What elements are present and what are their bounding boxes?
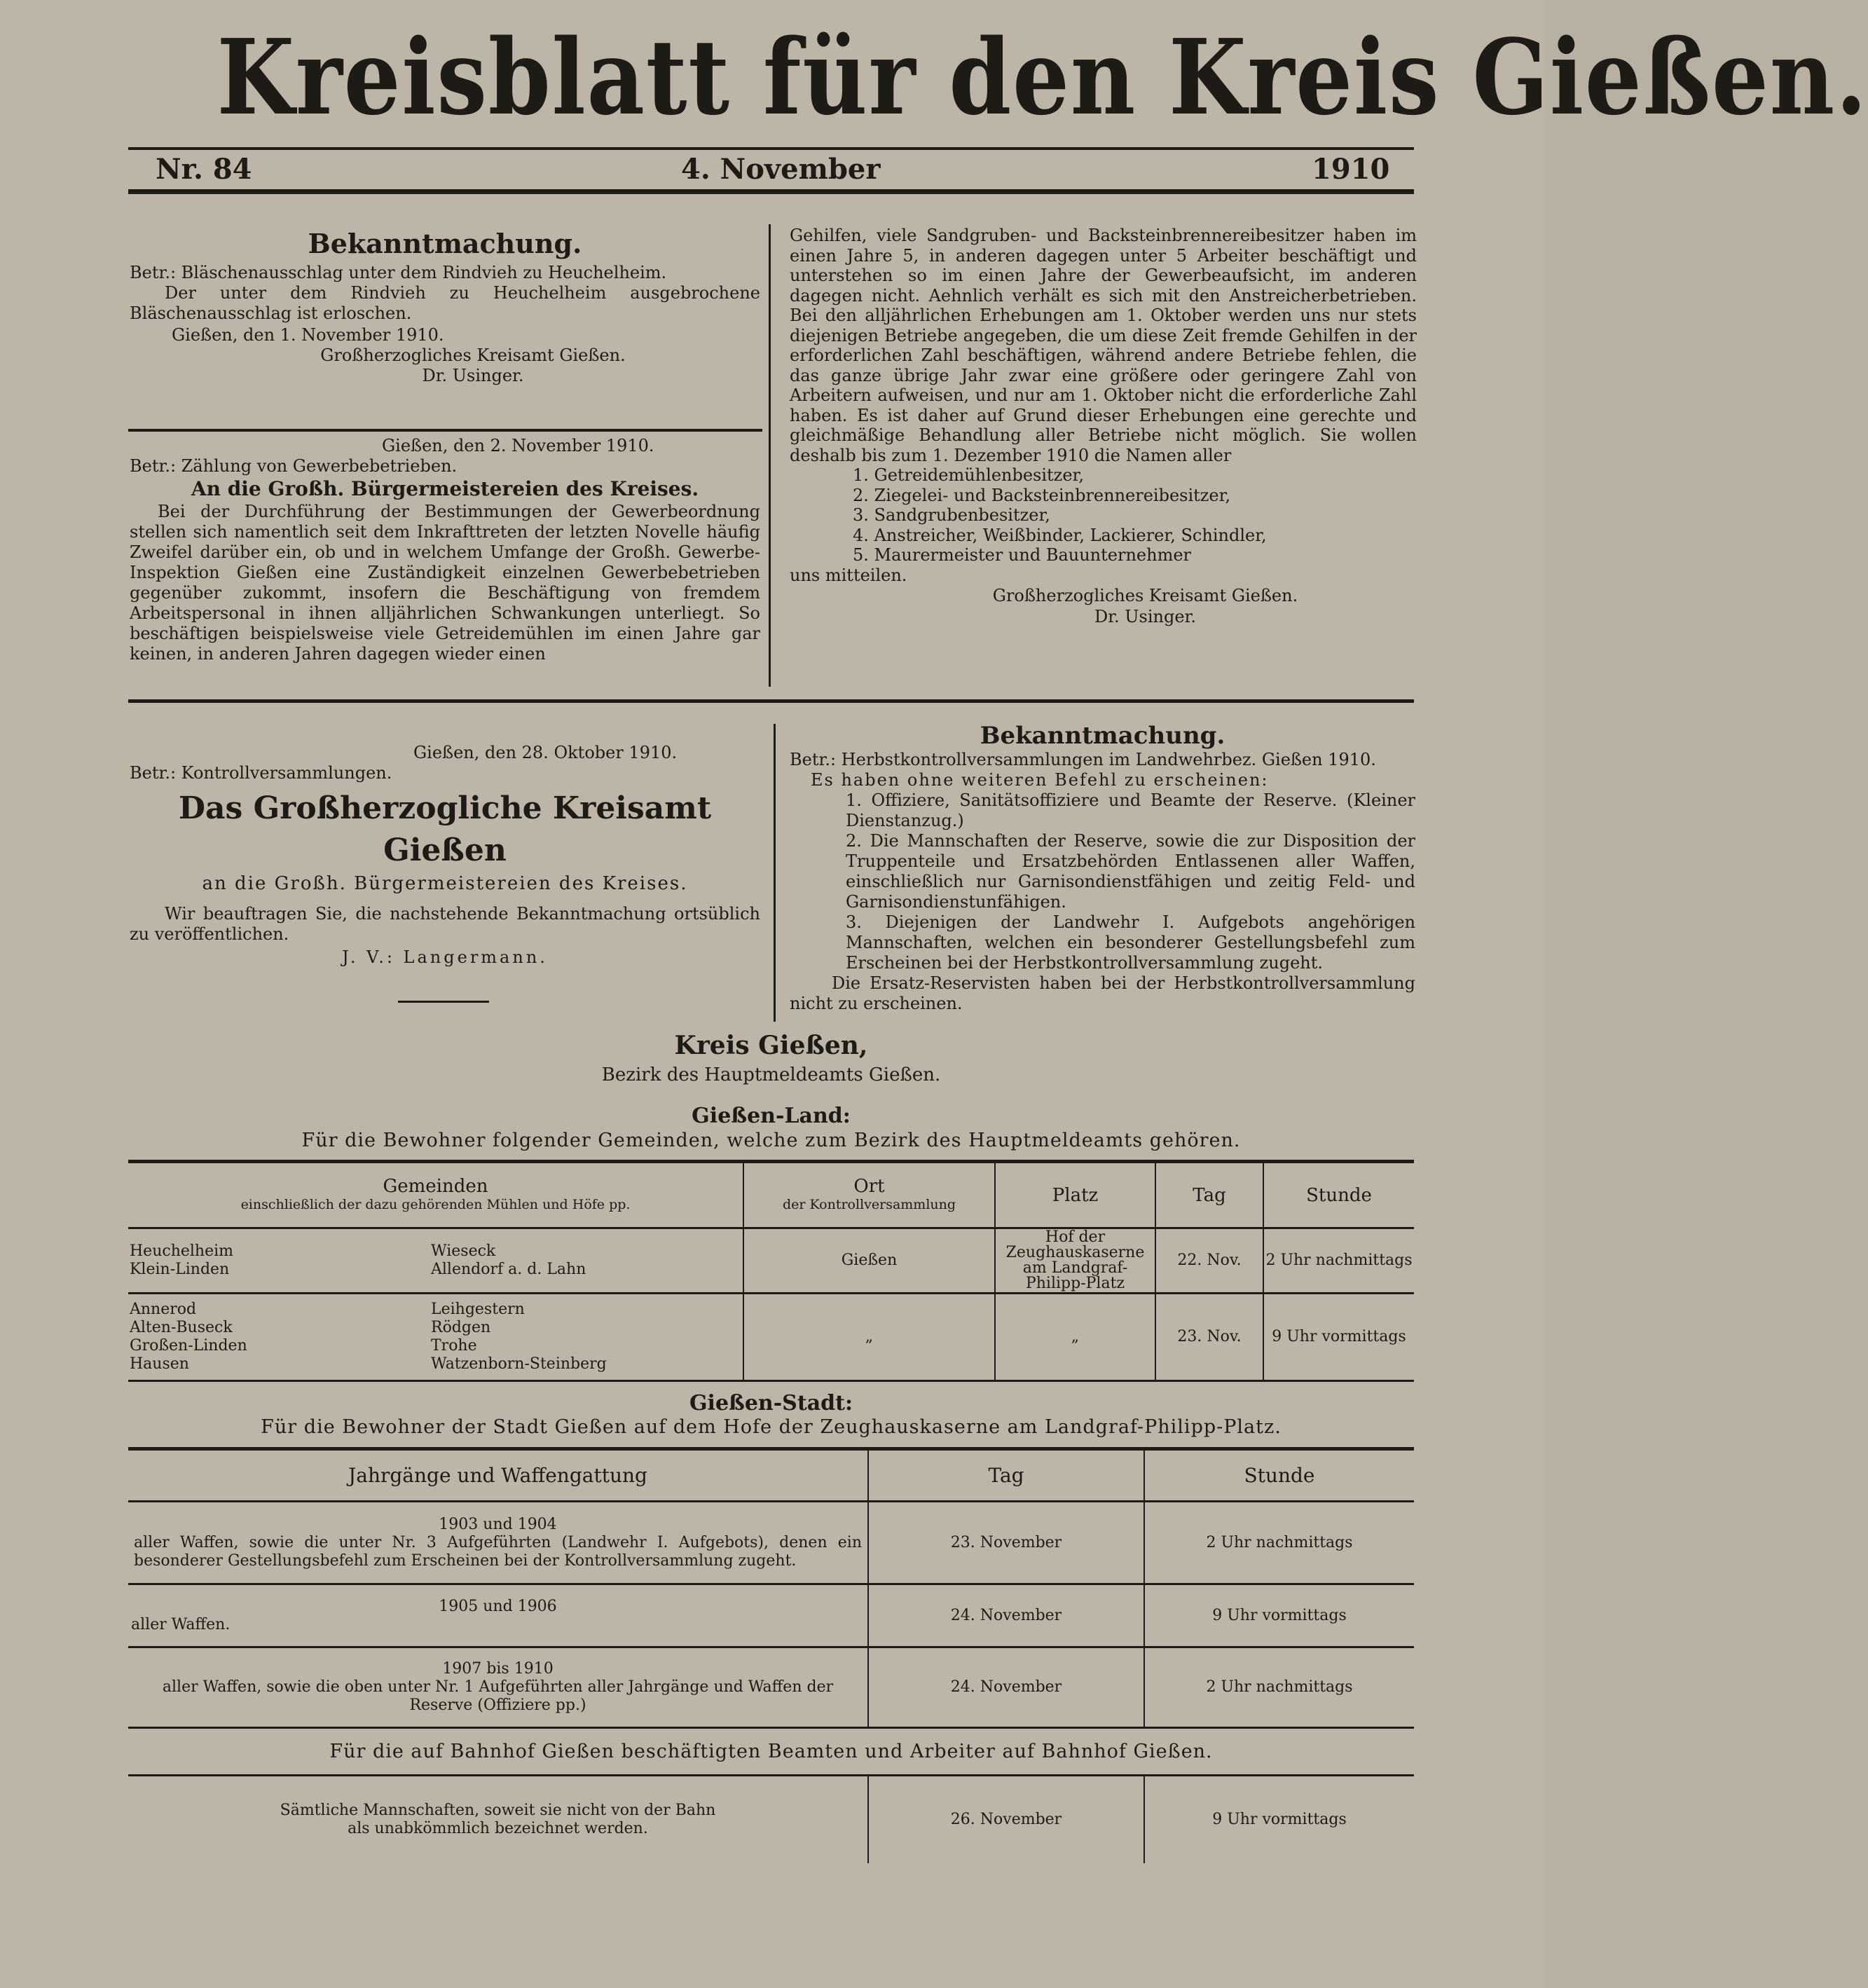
issue-date: 4. November: [681, 153, 881, 186]
cell-platz: „: [995, 1294, 1155, 1381]
land-subtitle: Für die Bewohner folgender Gemeinden, welche zum Bezirk des Hauptmeldeamts gehören.: [301, 1130, 1241, 1151]
notice-betr: Betr.: Zählung von Gewerbebetrieben.: [130, 456, 458, 476]
list-item: 5. Maurermeister und Bauunternehmer: [853, 545, 1192, 565]
cell-ort: „: [743, 1294, 995, 1381]
header-stunde: Stunde: [1144, 1449, 1414, 1502]
notice-intro: Es haben ohne weiteren Befehl zu erscheinen:: [811, 770, 1269, 790]
kreis-title: Kreis Gießen,: [674, 1031, 868, 1060]
notice-body: Wir beauftragen Sie, die nachstehende Bekanntmachung ortsüblich zu veröffentlichen.: [130, 904, 760, 944]
cell-ort: Gießen: [743, 1228, 995, 1294]
list-item: 3. Diejenigen der Landwehr I. Aufgebots angehörigen Mannschaften, welchen ein besonderer Gestellungsbefehl zum Erscheinen bei der Herbstkontrollversammlung zugeht.: [846, 912, 1415, 973]
notice-subheading: an die Großh. Bürgermeistereien des Kreises.: [202, 873, 688, 894]
masthead-title: Kreisblatt für den Kreis Gießen.: [217, 16, 1868, 138]
notice-place-date: Gießen, den 1. November 1910.: [172, 325, 444, 345]
cell-tag: 22. Nov.: [1155, 1228, 1263, 1294]
short-rule: [398, 1001, 489, 1003]
notice-body: Der unter dem Rindvieh zu Heuchelheim ausgebrochene Bläschenausschlag ist erloschen.: [130, 283, 760, 323]
notice-place-date: Gießen, den 28. Oktober 1910.: [413, 743, 678, 762]
table-row: Annerod Alten-Buseck Großen-Linden Hausen Leihgestern Rödgen Trohe Watzenborn-Steinberg „ „ 23. Nov. 9 Uhr vormittags: [128, 1294, 1414, 1381]
cell-tag: 23. November: [868, 1502, 1144, 1584]
list-item: 2. Die Mannschaften der Reserve, sowie die zur Disposition der Truppenteile und Ersatzbehörden Entlassenen aller Waffen, einschließlich nur Garnisondienstfähigen und zeitig Feld- und Garnisondienstunfähigen.: [846, 831, 1415, 912]
stadt-title: Gießen-Stadt:: [689, 1391, 853, 1415]
notice-betr: Betr.: Kontrollversammlungen.: [130, 763, 392, 783]
notice-heading: Bekanntmachung.: [980, 722, 1225, 750]
column-divider-bottom: [774, 724, 776, 1022]
notice-signature: J. V.: Langermann.: [342, 947, 548, 967]
notice-signature: Dr. Usinger.: [1094, 607, 1197, 626]
notice-kontrollversammlungen: [130, 743, 760, 968]
cell-stunde: 2 Uhr nachmittags: [1263, 1228, 1414, 1294]
cell-stunde: 2 Uhr nachmittags: [1144, 1647, 1414, 1728]
notice-betr: Betr.: Herbstkontrollversammlungen im Landwehrbez. Gießen 1910.: [790, 750, 1376, 769]
divider-full-middle: [128, 699, 1414, 703]
list-item: 1. Offiziere, Sanitätsoffiziere und Beamte der Reserve. (Kleiner Dienstanzug.): [846, 790, 1415, 830]
notice-closing: uns mitteilen.: [790, 565, 907, 585]
issue-year: 1910: [1312, 153, 1390, 186]
notice-heading: An die Großh. Bürgermeistereien des Kreises.: [191, 477, 699, 500]
notice-blaeschenausschlag: [130, 228, 760, 386]
table-row: 1905 und 1906 aller Waffen. 24. November 9 Uhr vormittags: [128, 1584, 1414, 1647]
cell-tag: 24. November: [868, 1584, 1144, 1647]
bahn-header-row: [128, 1728, 1414, 1776]
cell-stunde: 9 Uhr vormittags: [1144, 1584, 1414, 1647]
stadt-table: [128, 1447, 1414, 1863]
notice-herbstkontrollversammlungen: [790, 722, 1415, 1014]
notice-gewerbebetriebe: [130, 436, 760, 664]
notice-place-date: Gießen, den 2. November 1910.: [382, 436, 654, 455]
cell-desc: Sämtliche Mannschaften, soweit sie nicht von der Bahn als unabkömmlich bezeichnet werden.: [280, 1801, 716, 1837]
column-divider-top: [769, 224, 771, 687]
header-platz: Platz: [995, 1162, 1155, 1228]
header-gemeinden: Gemeinden einschließlich der dazu gehörenden Mühlen und Höfe pp.: [240, 1175, 631, 1212]
cell-stunde: 9 Uhr vormittags: [1144, 1776, 1414, 1863]
table-row: [128, 1776, 1414, 1863]
cell-platz: Hof der Zeughauskaserne am Landgraf-Philipp-Platz: [995, 1228, 1155, 1294]
cell-tag: 24. November: [868, 1647, 1144, 1728]
notice-signature: Dr. Usinger.: [422, 366, 524, 385]
divider-left-top: [128, 429, 762, 432]
list-item: 3. Sandgrubenbesitzer,: [853, 505, 1050, 525]
masthead-rule-top: [128, 147, 1414, 150]
issue-number: Nr. 84: [156, 153, 252, 186]
notice-gewerbebetriebe-continued: [790, 226, 1417, 627]
table-row: 1903 und 1904 aller Waffen, sowie die unter Nr. 3 Aufgeführten (Landwehr I. Aufgebots), denen ein besonderer Gestellungsbefehl zum Erscheinen bei der Kontrollversammlung zugeht. 23. November 2 Uhr nachmittags: [128, 1502, 1414, 1584]
stadt-subtitle: Für die Bewohner der Stadt Gießen auf dem Hofe der Zeughauskaserne am Landgraf-Philipp-Platz.: [261, 1416, 1282, 1438]
notice-betr: Betr.: Bläschenausschlag unter dem Rindvieh zu Heuchelheim.: [130, 263, 667, 282]
header-tag: Tag: [1155, 1162, 1263, 1228]
cell-stunde: 9 Uhr vormittags: [1263, 1294, 1414, 1381]
header-ort: Ort der Kontrollversammlung: [743, 1162, 995, 1228]
list-item: 2. Ziegelei- und Backsteinbrennereibesitzer,: [853, 485, 1231, 505]
list-item: 1. Getreidemühlenbesitzer,: [853, 465, 1084, 485]
notice-authority: Großherzogliches Kreisamt Gießen.: [992, 586, 1298, 605]
header-tag: Tag: [868, 1449, 1144, 1502]
notice-heading: Das Großherzogliche Kreisamt Gießen: [178, 790, 712, 868]
cell-stunde: 2 Uhr nachmittags: [1144, 1502, 1414, 1584]
kreis-subtitle: Bezirk des Hauptmeldeamts Gießen.: [601, 1064, 941, 1085]
land-table: [128, 1160, 1414, 1382]
cell-tag: 26. November: [868, 1776, 1144, 1863]
notice-body-continued: Gehilfen, viele Sandgruben- und Backsteinbrennereibesitzer haben im einen Jahre 5, in anderen dagegen unter 5 Arbeiter beschäftigt und unterstehen so im einen Jahre der Gewerbeaufsicht, im anderen dagegen nicht. Aehnlich verhält es sich mit den Anstreicherbetrieben. Bei den alljährlichen Erhebungen am 1. Oktober werden uns nur stets diejenigen Betriebe angegeben, die um diese Zeit fremde Gehilfen in der erforderlichen Zahl beschäftigen, während andere Betriebe fehlen, die das ganze übrige Jahr zwar eine größere oder geringere Zahl von Arbeitern aufweisen, und nur am 1. Oktober nicht die erforderliche Zahl haben. Es ist daher auf Grund dieser Erhebungen eine gerechte und gleichmäßige Behandlung aller Betriebe nicht möglich. Sie wollen deshalb bis zum 1. Dezember 1910 die Namen aller: [790, 226, 1417, 465]
land-title: Gießen-Land:: [692, 1104, 851, 1128]
table-row: Heuchelheim Klein-Linden Wieseck Allendorf a. d. Lahn Gießen Hof der Zeughauskaserne am Landgraf-Philipp-Platz 22. Nov. 2 Uhr nachmittags: [128, 1228, 1414, 1294]
header-stunde: Stunde: [1263, 1162, 1414, 1228]
notice-authority: Großherzogliches Kreisamt Gießen.: [320, 345, 626, 365]
notice-heading: Bekanntmachung.: [308, 228, 582, 259]
list-item: 4. Anstreicher, Weißbinder, Lackierer, Schindler,: [853, 525, 1267, 545]
notice-note: Die Ersatz-Reservisten haben bei der Herbstkontrollversammlung nicht zu erscheinen.: [790, 973, 1415, 1013]
bahn-title: Für die auf Bahnhof Gießen beschäftigten Beamten und Arbeiter auf Bahnhof Gießen.: [329, 1740, 1213, 1762]
masthead-rule-bottom: [128, 189, 1414, 194]
cell-tag: 23. Nov.: [1155, 1294, 1263, 1381]
header-jahrgaenge: Jahrgänge und Waffengattung: [348, 1463, 647, 1487]
table-row: 1907 bis 1910 aller Waffen, sowie die oben unter Nr. 1 Aufgeführten aller Jahrgänge und Waffen der Reserve (Offiziere pp.) 24. November 2 Uhr nachmittags: [128, 1647, 1414, 1728]
notice-body: Bei der Durchführung der Bestimmungen der Gewerbeordnung stellen sich namentlich seit dem Inkrafttreten der letzten Novelle häufig Zweifel darüber ein, ob und in welchem Umfange der Großh. Gewerbe-Inspektion Gießen eine Zuständigkeit einzelnen Gewerbebetrieben gegenüber zukommt, insofern die Beschäftigung von fremdem Arbeitspersonal in ihnen alljährlichen Schwankungen unterliegt. So beschäftigen beispielsweise viele Getreidemühlen im einen Jahre gar keinen, in anderen Jahren dagegen wieder einen: [130, 502, 760, 664]
